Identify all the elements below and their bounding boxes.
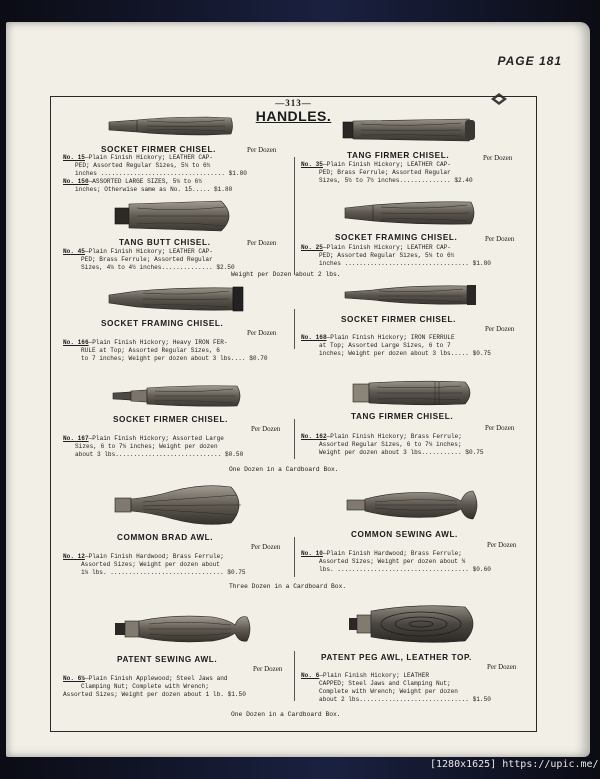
per-dozen-label: Per Dozen — [485, 235, 515, 243]
item-name: COMMON BRAD AWL. — [117, 533, 214, 542]
per-dozen-label: Per Dozen — [247, 239, 277, 247]
patent-peg-awl-handle-image — [347, 601, 483, 647]
common-brad-awl-handle-image — [113, 483, 249, 527]
item-description: No. 25—Plain Finish Hickory; LEATHER CAP- PED; Assorted Regular Sizes, 5¼ to 6½ inches .................................. $1.80 — [301, 244, 491, 267]
item-price: $0.60 — [472, 566, 491, 573]
socket-firmer-chisel-plain-handle-image — [111, 383, 245, 409]
item-price: $2.50 — [216, 264, 235, 271]
item-price: $0.75 — [227, 569, 246, 576]
column-divider — [294, 309, 295, 349]
per-dozen-label: Per Dozen — [487, 541, 517, 549]
item-name: PATENT SEWING AWL. — [117, 655, 218, 664]
item-name: TANG BUTT CHISEL. — [119, 238, 211, 247]
per-dozen-label: Per Dozen — [247, 329, 277, 337]
column-divider — [294, 537, 295, 577]
item-name: PATENT PEG AWL, LEATHER TOP. — [321, 653, 472, 662]
per-dozen-label: Per Dozen — [485, 424, 515, 432]
item-name: SOCKET FRAMING CHISEL. — [335, 233, 458, 242]
item-price: $0.75 — [472, 350, 491, 357]
packaging-note: One Dozen in a Cardboard Box. — [231, 711, 341, 718]
item-name: SOCKET FIRMER CHISEL. — [341, 315, 456, 324]
item-number: No. 12 — [63, 553, 85, 560]
item-number: No. 150 — [63, 178, 89, 185]
item-price: $1.80 — [213, 186, 233, 193]
item-price: $0.70 — [249, 355, 268, 362]
column-divider — [294, 651, 295, 701]
per-dozen-label: Per Dozen — [251, 543, 281, 551]
item-number: No. 35 — [301, 161, 323, 168]
item-description: No. 45—Plain Finish Hickory; LEATHER CAP- PED; Brass Ferrule; Assorted Regular Sizes, 4¼ to 4½ inches.............. $2.50 — [63, 248, 235, 271]
patent-sewing-awl-handle-image — [113, 611, 253, 647]
column-divider — [294, 157, 295, 275]
item-description: No. 166—Plain Finish Hickory; Heavy IRON FER- RULE at Top; Assorted Regular Sizes, 6 to 7 inches; Weight per dozen about 3 lbs.... $0.70 — [63, 339, 268, 362]
item-description: No. 15—Plain Finish Hickory; LEATHER CAP- PED; Assorted Regular Sizes, 5¼ to 6½ inches .................................. $1.80 No. 150—ASSORTED LARGE SIZES, 5¼ to 6½ inches; Otherwise same as No. 15..... $1.80 — [63, 154, 247, 193]
packaging-note: Three Dozen in a Cardboard Box. — [229, 583, 347, 590]
item-number: No. 168 — [301, 334, 327, 341]
image-size-caption: [1280x1625] https://upic.me/ — [430, 759, 599, 770]
catalog-page-number: —313— — [275, 98, 312, 108]
weight-note: Weight per Dozen about 2 lbs. — [231, 271, 341, 278]
socket-framing-chisel-heavy-handle-image — [107, 285, 247, 313]
item-name: SOCKET FIRMER CHISEL. — [101, 145, 216, 154]
page-number: PAGE 181 — [497, 54, 562, 68]
item-price: $2.40 — [454, 177, 473, 184]
item-description: No. 10—Plain Finish Hardwood; Brass Ferrule; Assorted Sizes; Weight per dozen about ¾ lbs. .................................... $0.60 — [301, 550, 491, 573]
item-name: TANG FIRMER CHISEL. — [347, 151, 450, 160]
item-number: No. 10 — [301, 550, 323, 557]
per-dozen-label: Per Dozen — [253, 665, 283, 673]
item-description: No. 6—Plain Finish Hickory; LEATHER CAPPED; Steel Jaws and Clamping Nut; Complete with Wrench; Weight per dozen about 2 lbs.............................. $1.50 — [301, 672, 491, 703]
item-price: $0.75 — [465, 449, 484, 456]
item-price: $1.80 — [228, 170, 247, 177]
socket-framing-chisel-handle-image — [343, 199, 479, 227]
per-dozen-label: Per Dozen — [483, 154, 513, 162]
item-name: SOCKET FIRMER CHISEL. — [113, 415, 228, 424]
item-number: No. 6½ — [63, 675, 85, 682]
catalog-frame — [50, 96, 537, 732]
item-number: No. 6 — [301, 672, 320, 679]
catalog-page — [6, 22, 590, 757]
item-price: $1.50 — [472, 696, 491, 703]
item-name: COMMON SEWING AWL. — [351, 530, 458, 539]
item-price: $0.50 — [224, 451, 244, 458]
item-number: No. 162 — [301, 433, 327, 440]
page-title: HANDLES. — [255, 108, 332, 124]
item-description: No. 168—Plain Finish Hickory; IRON FERRULE at Top; Assorted Large Sizes, 6 to 7 inches; Weight per dozen about 3 lbs..... $0.75 — [301, 334, 491, 357]
item-number: No. 45 — [63, 248, 85, 255]
common-sewing-awl-handle-image — [345, 487, 481, 523]
per-dozen-label: Per Dozen — [247, 146, 277, 154]
tang-firmer-chisel-handle-image — [341, 117, 481, 143]
socket-firmer-chisel-handle-image — [107, 115, 235, 137]
item-price: $1.50 — [227, 691, 246, 698]
item-description: No. 162—Plain Finish Hickory; Brass Ferrule; Assorted Regular Sizes, 6 to 7¼ inches; Weight per dozen about 3 lbs........... $0.75 — [301, 433, 484, 456]
item-number: No. 25 — [301, 244, 323, 251]
packaging-note: One Dozen in a Cardboard Box. — [229, 466, 339, 473]
item-number: No. 15 — [63, 154, 85, 161]
item-description: No. 6½—Plain Finish Applewood; Steel Jaws and Clamping Nut; Complete with Wrench; Assorted Sizes; Weight per dozen about 1 lb. $1.50 — [63, 675, 246, 698]
per-dozen-label: Per Dozen — [251, 425, 281, 433]
per-dozen-label: Per Dozen — [487, 663, 517, 671]
socket-firmer-chisel-ferrule-handle-image — [343, 283, 479, 307]
item-price: $1.80 — [472, 260, 491, 267]
item-description: No. 12—Plain Finish Hardwood; Brass Ferrule; Assorted Sizes; Weight per dozen about 1¼ lbs. ............................... $0.75 — [63, 553, 246, 576]
tang-butt-chisel-handle-image — [113, 199, 239, 233]
item-description: No. 167—Plain Finish Hickory; Assorted Large Sizes, 6 to 7¼ inches; Weight per dozen about 3 lbs............................. $0.50 — [63, 435, 244, 458]
tang-firmer-chisel-brass-handle-image — [351, 379, 477, 407]
per-dozen-label: Per Dozen — [485, 325, 515, 333]
item-description: No. 35—Plain Finish Hickory; LEATHER CAP- PED; Brass Ferrule; Assorted Regular Sizes, 5½ to 7½ inches.............. $2.40 — [301, 161, 473, 184]
item-number: No. 167 — [63, 435, 89, 442]
item-name: SOCKET FRAMING CHISEL. — [101, 319, 224, 328]
item-name: TANG FIRMER CHISEL. — [351, 412, 454, 421]
item-number: No. 166 — [63, 339, 89, 346]
column-divider — [294, 419, 295, 459]
